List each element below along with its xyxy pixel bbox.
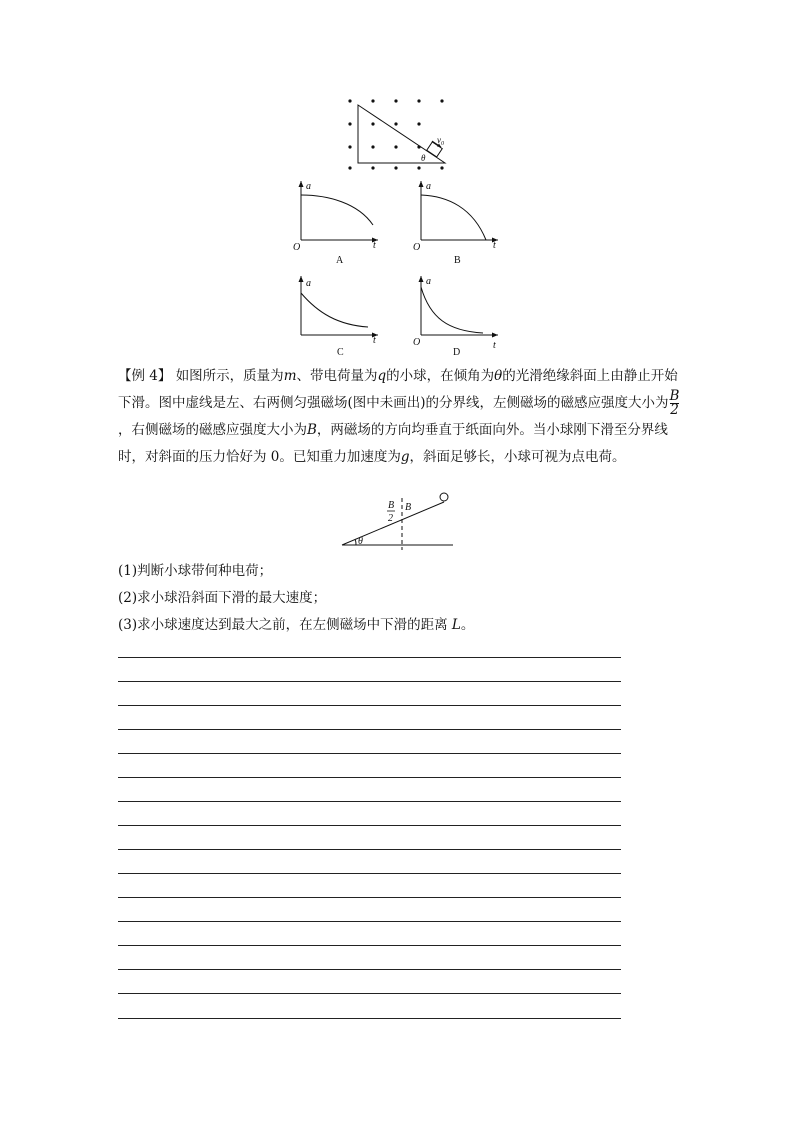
answer-line[interactable] [118, 729, 621, 730]
origin-label: O [413, 242, 421, 253]
answer-line[interactable] [118, 849, 621, 850]
answer-line[interactable] [118, 753, 621, 754]
answer-line[interactable] [118, 993, 621, 994]
origin-label: O [413, 337, 421, 348]
var-q: q [377, 368, 387, 384]
axis-a-label: a [426, 181, 431, 192]
curve-a [301, 195, 373, 225]
field-dots [348, 99, 443, 169]
axis-t-label: t [373, 335, 376, 346]
answer-line[interactable] [118, 657, 621, 658]
text-segment: 的小球，在倾角为 [386, 368, 495, 384]
option-a-label: A [336, 255, 344, 266]
answer-line[interactable] [118, 801, 621, 802]
answer-line[interactable] [118, 969, 621, 970]
left-field-num: B [388, 500, 395, 511]
angle-arc [355, 539, 356, 545]
option-b-label: B [454, 255, 461, 266]
text-segment: 、带电荷量为 [296, 368, 378, 384]
answer-line[interactable] [118, 897, 621, 898]
option-c-label: C [337, 347, 344, 358]
graph-option-d [408, 273, 508, 365]
text-segment: ，两磁场的方向均垂直于纸面向外。当小球刚下滑至分界线时，对斜面的压力恰好为 0。已知重力加速度为 [118, 422, 668, 465]
incline-field-figure [340, 95, 455, 175]
curve-b [421, 195, 486, 240]
axis-t-label: t [373, 240, 376, 251]
answer-line[interactable] [118, 681, 621, 682]
text-segment: ，斜面足够长，小球可视为点电荷。 [409, 449, 626, 465]
axis-a-label: a [306, 278, 311, 289]
text-segment: ，右侧磁场的磁感应强度大小为 [118, 422, 307, 438]
answer-line[interactable] [118, 873, 621, 874]
theta-label: θ [421, 153, 426, 163]
answer-line[interactable] [118, 1018, 621, 1019]
var-g: g [400, 449, 410, 465]
question-1: (1)判断小球带何种电荷； [118, 563, 273, 579]
fraction-b-over-2: $\frac{B}{2}$ [669, 388, 680, 418]
var-m: m [283, 368, 297, 384]
ball [440, 493, 448, 501]
v0-label: $v_0$ [437, 135, 444, 147]
axis-a-label: a [306, 181, 311, 192]
answer-line[interactable] [118, 921, 621, 922]
var-b: B [307, 422, 317, 438]
right-field-label: B [405, 502, 412, 513]
left-field-den: 2 [388, 513, 393, 524]
axis-t-label: t [493, 340, 496, 351]
text-segment: 如图所示，质量为 [175, 368, 284, 384]
axis-t-label: t [493, 240, 496, 251]
example-4-paragraph [118, 363, 688, 471]
question-2: (2)求小球沿斜面下滑的最大速度； [118, 590, 327, 606]
answer-line[interactable] [118, 945, 621, 946]
curve-c [301, 293, 368, 327]
var-l: L [451, 617, 461, 633]
text-segment: (3)求小球速度达到最大之前，在左侧磁场中下滑的距离 [118, 617, 452, 633]
var-theta: θ [494, 368, 503, 384]
text-segment: 。 [460, 617, 475, 633]
answer-line[interactable] [118, 705, 621, 706]
incline-boundary-figure [338, 490, 458, 550]
graph-option-b [408, 178, 508, 270]
option-d-label: D [453, 347, 461, 358]
axis-a-label: a [426, 276, 431, 287]
answer-line[interactable] [118, 777, 621, 778]
text-segment: 的光滑绝缘斜面上由静止开始下滑。图中虚线是左、右两侧匀强磁场(图中未画出)的分界线，左侧磁场的磁感应强度大小为 [118, 368, 678, 411]
graph-option-a [288, 178, 388, 270]
curve-d [421, 287, 483, 333]
example-tag: 【例 4】 [118, 368, 172, 384]
origin-label: O [293, 242, 301, 253]
question-3 [118, 615, 474, 635]
theta-label: θ [358, 536, 363, 547]
graph-option-c [288, 273, 388, 365]
answer-line[interactable] [118, 825, 621, 826]
